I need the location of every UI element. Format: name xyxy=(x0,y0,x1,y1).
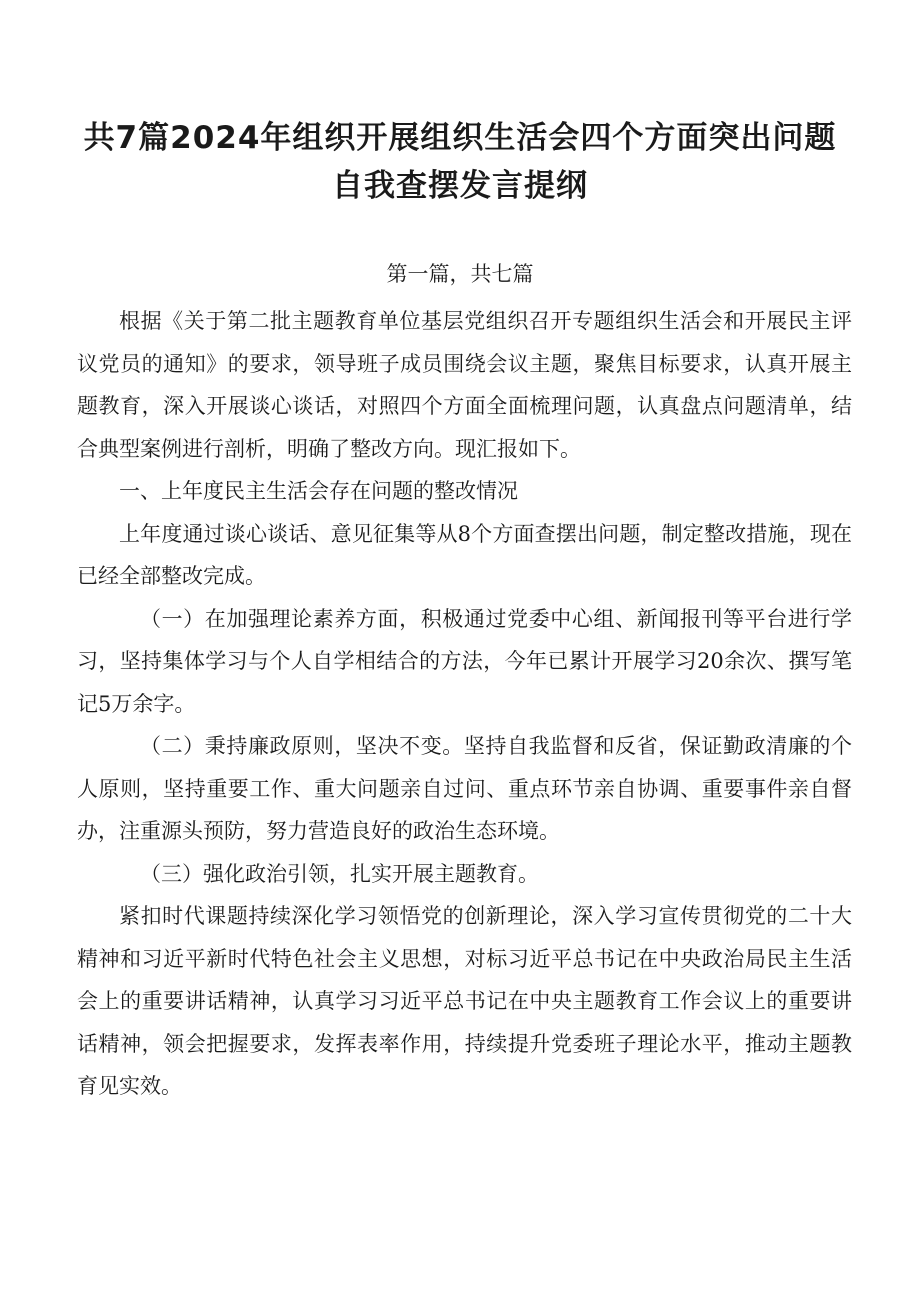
body-paragraph: 紧扣时代课题持续深化学习领悟党的创新理论，深入学习宣传贯彻党的二十大精神和习近平新时代特色社会主义思想，对标习近平总书记在中央政治局民主生活会上的重要讲话精神，认真学习习近平总书记在中央主题教育工作会议上的重要讲话精神，领会把握要求，发挥表率作用，持续提升党委班子理论水平，推动主题教育见实效。 xyxy=(77,904,852,1098)
section-subtitle: 第一篇，共七篇 xyxy=(386,262,534,286)
document-title-line-1: 共7篇2024年组织开展组织生活会四个方面突出问题 xyxy=(83,120,837,156)
list-item-2: （二）秉持廉政原则，坚决不变。坚持自我监督和反省，保证勤政清廉的个人原则，坚持重要工作、重大问题亲自过问、重点环节亲自协调、重要事件亲自督办，注重源头预防，努力营造良好的政治生态环境。 xyxy=(77,734,852,843)
list-item-3: （三）强化政治引领，扎实开展主题教育。 xyxy=(140,861,539,886)
document-title-line-2: 自我查摆发言提纲 xyxy=(332,168,588,204)
document-body xyxy=(77,300,852,1108)
list-item-1: （一）在加强理论素养方面，积极通过党委中心组、新闻报刊等平台进行学习，坚持集体学习与个人自学相结合的方法，今年已累计开展学习20余次、撰写笔记5万余字。 xyxy=(77,606,852,716)
body-paragraph: 上年度通过谈心谈话、意见征集等从8个方面查摆出问题，制定整改措施，现在已经全部整改完成。 xyxy=(77,521,852,588)
intro-paragraph: 根据《关于第二批主题教育单位基层党组织召开专题组织生活会和开展民主评议党员的通知》的要求，领导班子成员围绕会议主题，聚焦目标要求，认真开展主题教育，深入开展谈心谈话，对照四个方面全面梳理问题，认真盘点问题清单，结合典型案例进行剖析，明确了整改方向。现汇报如下。 xyxy=(77,309,852,461)
section-heading: 一、上年度民主生活会存在问题的整改情况 xyxy=(119,479,518,503)
